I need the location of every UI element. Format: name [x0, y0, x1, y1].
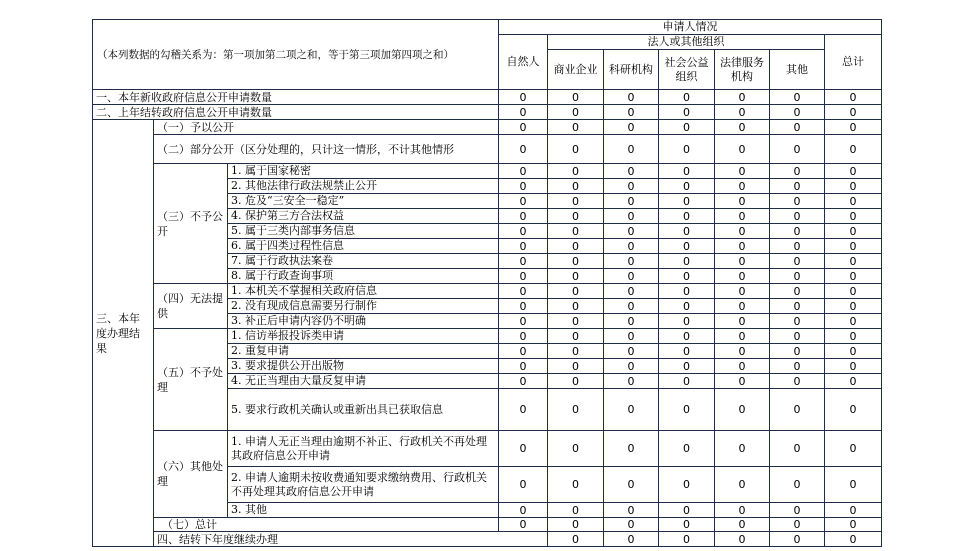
row-label: 二、上年结转政府信息公开申请数量 — [93, 105, 499, 120]
table-cell: 0 — [548, 209, 604, 224]
table-row — [93, 164, 882, 179]
table-cell: 0 — [548, 284, 604, 299]
table-cell: 0 — [604, 194, 659, 209]
table-cell: 0 — [825, 389, 882, 431]
row-label: 3. 要求提供公开出版物 — [228, 359, 499, 374]
col-total: 总计 — [825, 35, 882, 90]
col-public-welfare: 社会公益组织 — [659, 50, 715, 90]
table-cell: 0 — [499, 194, 548, 209]
table-cell: 0 — [715, 224, 770, 239]
group-label: （三）不予公开 — [154, 164, 228, 284]
table-cell: 0 — [659, 359, 715, 374]
table-cell: 0 — [548, 503, 604, 518]
table-cell: 0 — [604, 90, 659, 105]
table-cell: 0 — [604, 329, 659, 344]
table-cell: 0 — [715, 194, 770, 209]
table-cell: 0 — [659, 374, 715, 389]
table-row — [93, 284, 882, 299]
table-cell: 0 — [825, 314, 882, 329]
table-cell: 0 — [825, 467, 882, 503]
table-cell: 0 — [770, 329, 825, 344]
table-cell: 0 — [825, 120, 882, 135]
table-cell: 0 — [548, 254, 604, 269]
row-label: 7. 属于行政执法案卷 — [228, 254, 499, 269]
table-cell: 0 — [659, 239, 715, 254]
table-cell: 0 — [499, 269, 548, 284]
table-cell: 0 — [715, 359, 770, 374]
table-cell: 0 — [715, 314, 770, 329]
table-row — [93, 431, 882, 467]
table-cell: 0 — [604, 179, 659, 194]
row-label: （二）部分公开（区分处理的，只计这一情形，不计其他情形 — [154, 135, 499, 164]
group-label: （四）无法提供 — [154, 284, 228, 329]
table-cell: 0 — [659, 254, 715, 269]
table-row — [93, 105, 882, 120]
table-cell: 0 — [715, 374, 770, 389]
table-cell: 0 — [659, 224, 715, 239]
table-cell: 0 — [825, 209, 882, 224]
table-cell: 0 — [548, 164, 604, 179]
table-cell: 0 — [770, 194, 825, 209]
table-cell: 0 — [770, 254, 825, 269]
table-cell: 0 — [770, 120, 825, 135]
table-cell: 0 — [825, 254, 882, 269]
table-cell: 0 — [715, 532, 770, 547]
table-cell: 0 — [604, 389, 659, 431]
table-cell: 0 — [715, 105, 770, 120]
table-cell: 0 — [499, 314, 548, 329]
table-cell: 0 — [770, 359, 825, 374]
disclosure-statistics-table — [92, 19, 882, 547]
table-cell: 0 — [825, 299, 882, 314]
table-cell: 0 — [715, 254, 770, 269]
table-row — [93, 135, 882, 164]
table-cell: 0 — [659, 532, 715, 547]
table-cell: 0 — [770, 344, 825, 359]
table-cell: 0 — [715, 239, 770, 254]
table-cell: 0 — [548, 389, 604, 431]
table-cell: 0 — [715, 209, 770, 224]
table-cell: 0 — [770, 239, 825, 254]
table-cell: 0 — [499, 164, 548, 179]
row-label: 一、本年新收政府信息公开申请数量 — [93, 90, 499, 105]
table-cell: 0 — [604, 164, 659, 179]
table-cell: 0 — [548, 135, 604, 164]
group-label: （五）不予处理 — [154, 329, 228, 431]
table-cell: 0 — [548, 314, 604, 329]
row-label: 2. 没有现成信息需要另行制作 — [228, 299, 499, 314]
table-cell: 0 — [548, 374, 604, 389]
table-cell: 0 — [548, 194, 604, 209]
row-label: 1. 信访举报投诉类申请 — [228, 329, 499, 344]
table-cell: 0 — [604, 359, 659, 374]
table-cell: 0 — [659, 389, 715, 431]
table-cell: 0 — [604, 224, 659, 239]
row-label: 5. 要求行政机关确认或重新出具已获取信息 — [228, 389, 499, 431]
header-note: （本列数据的勾稽关系为：第一项加第二项之和，等于第三项加第四项之和） — [93, 20, 499, 90]
table-cell: 0 — [770, 179, 825, 194]
table-cell: 0 — [825, 135, 882, 164]
table-cell: 0 — [604, 135, 659, 164]
table-cell: 0 — [770, 467, 825, 503]
table-cell: 0 — [548, 269, 604, 284]
table-cell: 0 — [715, 299, 770, 314]
table-cell: 0 — [770, 209, 825, 224]
table-cell: 0 — [825, 518, 882, 532]
table-cell: 0 — [659, 164, 715, 179]
row-label: 1. 本机关不掌握相关政府信息 — [228, 284, 499, 299]
table-cell: 0 — [825, 194, 882, 209]
group-label: （六）其他处理 — [154, 431, 228, 518]
table-cell: 0 — [659, 209, 715, 224]
applicant-header: 申请人情况 — [499, 20, 882, 35]
table-cell: 0 — [825, 239, 882, 254]
table-cell: 0 — [659, 299, 715, 314]
row-label: 1. 申请人无正当理由逾期不补正、行政机关不再处理其政府信息公开申请 — [228, 431, 499, 467]
table-cell: 0 — [715, 503, 770, 518]
table-cell: 0 — [604, 299, 659, 314]
table-cell: 0 — [659, 135, 715, 164]
table-cell: 0 — [715, 90, 770, 105]
table-cell: 0 — [499, 389, 548, 431]
table-cell: 0 — [715, 431, 770, 467]
table-cell: 0 — [499, 239, 548, 254]
table-cell: 0 — [499, 254, 548, 269]
table-cell: 0 — [604, 532, 659, 547]
col-commercial: 商业企业 — [548, 50, 604, 90]
table-cell: 0 — [770, 389, 825, 431]
table-cell: 0 — [770, 105, 825, 120]
table-cell: 0 — [770, 503, 825, 518]
table-cell: 0 — [659, 179, 715, 194]
table-cell: 0 — [548, 359, 604, 374]
table-cell: 0 — [604, 284, 659, 299]
table-cell: 0 — [659, 467, 715, 503]
col-research: 科研机构 — [604, 50, 659, 90]
table-cell: 0 — [659, 90, 715, 105]
table-row — [93, 329, 882, 344]
row-label: 2. 其他法律行政法规禁止公开 — [228, 179, 499, 194]
table-cell: 0 — [604, 209, 659, 224]
table-cell: 0 — [659, 269, 715, 284]
table-cell: 0 — [715, 467, 770, 503]
table-cell: 0 — [499, 359, 548, 374]
table-cell: 0 — [499, 467, 548, 503]
table-cell: 0 — [604, 120, 659, 135]
table-cell: 0 — [770, 269, 825, 284]
table-cell: 0 — [604, 503, 659, 518]
row-label: 8. 属于行政查询事项 — [228, 269, 499, 284]
table-cell: 0 — [499, 503, 548, 518]
table-cell: 0 — [548, 518, 604, 532]
table-cell: 0 — [499, 284, 548, 299]
row-label: 2. 申请人逾期未按收费通知要求缴纳费用、行政机关不再处理其政府信息公开申请 — [228, 467, 499, 503]
table-cell: 0 — [604, 467, 659, 503]
table-cell: 0 — [604, 254, 659, 269]
table-cell: 0 — [825, 164, 882, 179]
table-cell: 0 — [604, 105, 659, 120]
table-cell: 0 — [770, 284, 825, 299]
table-cell: 0 — [659, 284, 715, 299]
row-label: 5. 属于三类内部事务信息 — [228, 224, 499, 239]
table-cell: 0 — [825, 344, 882, 359]
row-label: 2. 重复申请 — [228, 344, 499, 359]
table-cell: 0 — [715, 120, 770, 135]
table-cell: 0 — [499, 120, 548, 135]
row-label: （七）总计 — [154, 518, 499, 532]
row-label: 3. 危及“三安全一稳定” — [228, 194, 499, 209]
table-cell: 0 — [659, 194, 715, 209]
table-row — [93, 518, 882, 532]
table-cell: 0 — [499, 209, 548, 224]
table-cell: 0 — [548, 120, 604, 135]
table-cell: 0 — [715, 135, 770, 164]
table-cell: 0 — [770, 299, 825, 314]
table-cell: 0 — [548, 224, 604, 239]
table-cell: 0 — [499, 518, 548, 532]
table-cell: 0 — [659, 431, 715, 467]
table-cell: 0 — [825, 90, 882, 105]
table-cell: 0 — [604, 374, 659, 389]
table-cell: 0 — [770, 532, 825, 547]
table-cell: 0 — [715, 329, 770, 344]
table-cell: 0 — [715, 389, 770, 431]
table-cell: 0 — [825, 224, 882, 239]
table-cell: 0 — [604, 344, 659, 359]
table-cell: 0 — [604, 239, 659, 254]
table-cell: 0 — [548, 90, 604, 105]
table-cell: 0 — [659, 518, 715, 532]
table-cell: 0 — [825, 269, 882, 284]
table-cell: 0 — [659, 120, 715, 135]
table-cell: 0 — [659, 344, 715, 359]
table-cell: 0 — [659, 329, 715, 344]
table-row — [93, 120, 882, 135]
table-cell: 0 — [499, 135, 548, 164]
table-cell: 0 — [770, 518, 825, 532]
table-cell: 0 — [715, 179, 770, 194]
row-label: 1. 属于国家秘密 — [228, 164, 499, 179]
col-natural-person: 自然人 — [499, 35, 548, 90]
table-cell: 0 — [770, 164, 825, 179]
table-cell: 0 — [548, 344, 604, 359]
table-cell: 0 — [499, 90, 548, 105]
table-cell: 0 — [659, 314, 715, 329]
table-cell: 0 — [825, 105, 882, 120]
section-3-label: 三、本年度办理结果 — [93, 120, 154, 547]
table-cell: 0 — [499, 329, 548, 344]
table-cell: 0 — [548, 532, 604, 547]
table-cell: 0 — [715, 344, 770, 359]
table-cell: 0 — [548, 239, 604, 254]
row-label: 4. 无正当理由大量反复申请 — [228, 374, 499, 389]
table-cell: 0 — [604, 431, 659, 467]
table-cell: 0 — [715, 518, 770, 532]
table-cell: 0 — [499, 224, 548, 239]
legal-group-header: 法人或其他组织 — [548, 35, 825, 50]
table-cell: 0 — [499, 299, 548, 314]
table-cell: 0 — [825, 284, 882, 299]
table-cell: 0 — [770, 135, 825, 164]
table-cell: 0 — [548, 105, 604, 120]
table-cell: 0 — [548, 299, 604, 314]
table-cell: 0 — [825, 374, 882, 389]
col-other: 其他 — [770, 50, 825, 90]
table-cell: 0 — [604, 314, 659, 329]
table-cell: 0 — [825, 431, 882, 467]
row-label: 四、结转下年度继续办理 — [154, 532, 548, 547]
table-cell: 0 — [548, 431, 604, 467]
table-cell: 0 — [715, 164, 770, 179]
row-label: 3. 其他 — [228, 503, 499, 518]
table-cell: 0 — [499, 105, 548, 120]
table-cell: 0 — [770, 90, 825, 105]
table-cell: 0 — [499, 374, 548, 389]
table-cell: 0 — [825, 329, 882, 344]
table-cell: 0 — [715, 269, 770, 284]
table-cell: 0 — [604, 269, 659, 284]
table-cell: 0 — [825, 359, 882, 374]
table-cell: 0 — [548, 329, 604, 344]
row-label: 4. 保护第三方合法权益 — [228, 209, 499, 224]
table-cell: 0 — [499, 344, 548, 359]
row-label: （一）予以公开 — [154, 120, 499, 135]
row-label: 6. 属于四类过程性信息 — [228, 239, 499, 254]
table-row — [93, 90, 882, 105]
table-cell: 0 — [825, 532, 882, 547]
table-cell: 0 — [715, 284, 770, 299]
table-cell: 0 — [825, 179, 882, 194]
table-row — [93, 532, 882, 547]
col-legal-service: 法律服务机构 — [715, 50, 770, 90]
table-cell: 0 — [499, 179, 548, 194]
table-cell: 0 — [770, 314, 825, 329]
table-cell: 0 — [770, 431, 825, 467]
table-cell: 0 — [659, 503, 715, 518]
table-cell: 0 — [604, 518, 659, 532]
table-cell: 0 — [499, 431, 548, 467]
table-cell: 0 — [548, 467, 604, 503]
table-cell: 0 — [548, 179, 604, 194]
table-cell: 0 — [825, 503, 882, 518]
table-cell: 0 — [659, 105, 715, 120]
table-cell: 0 — [770, 374, 825, 389]
table-cell: 0 — [770, 224, 825, 239]
row-label: 3. 补正后申请内容仍不明确 — [228, 314, 499, 329]
